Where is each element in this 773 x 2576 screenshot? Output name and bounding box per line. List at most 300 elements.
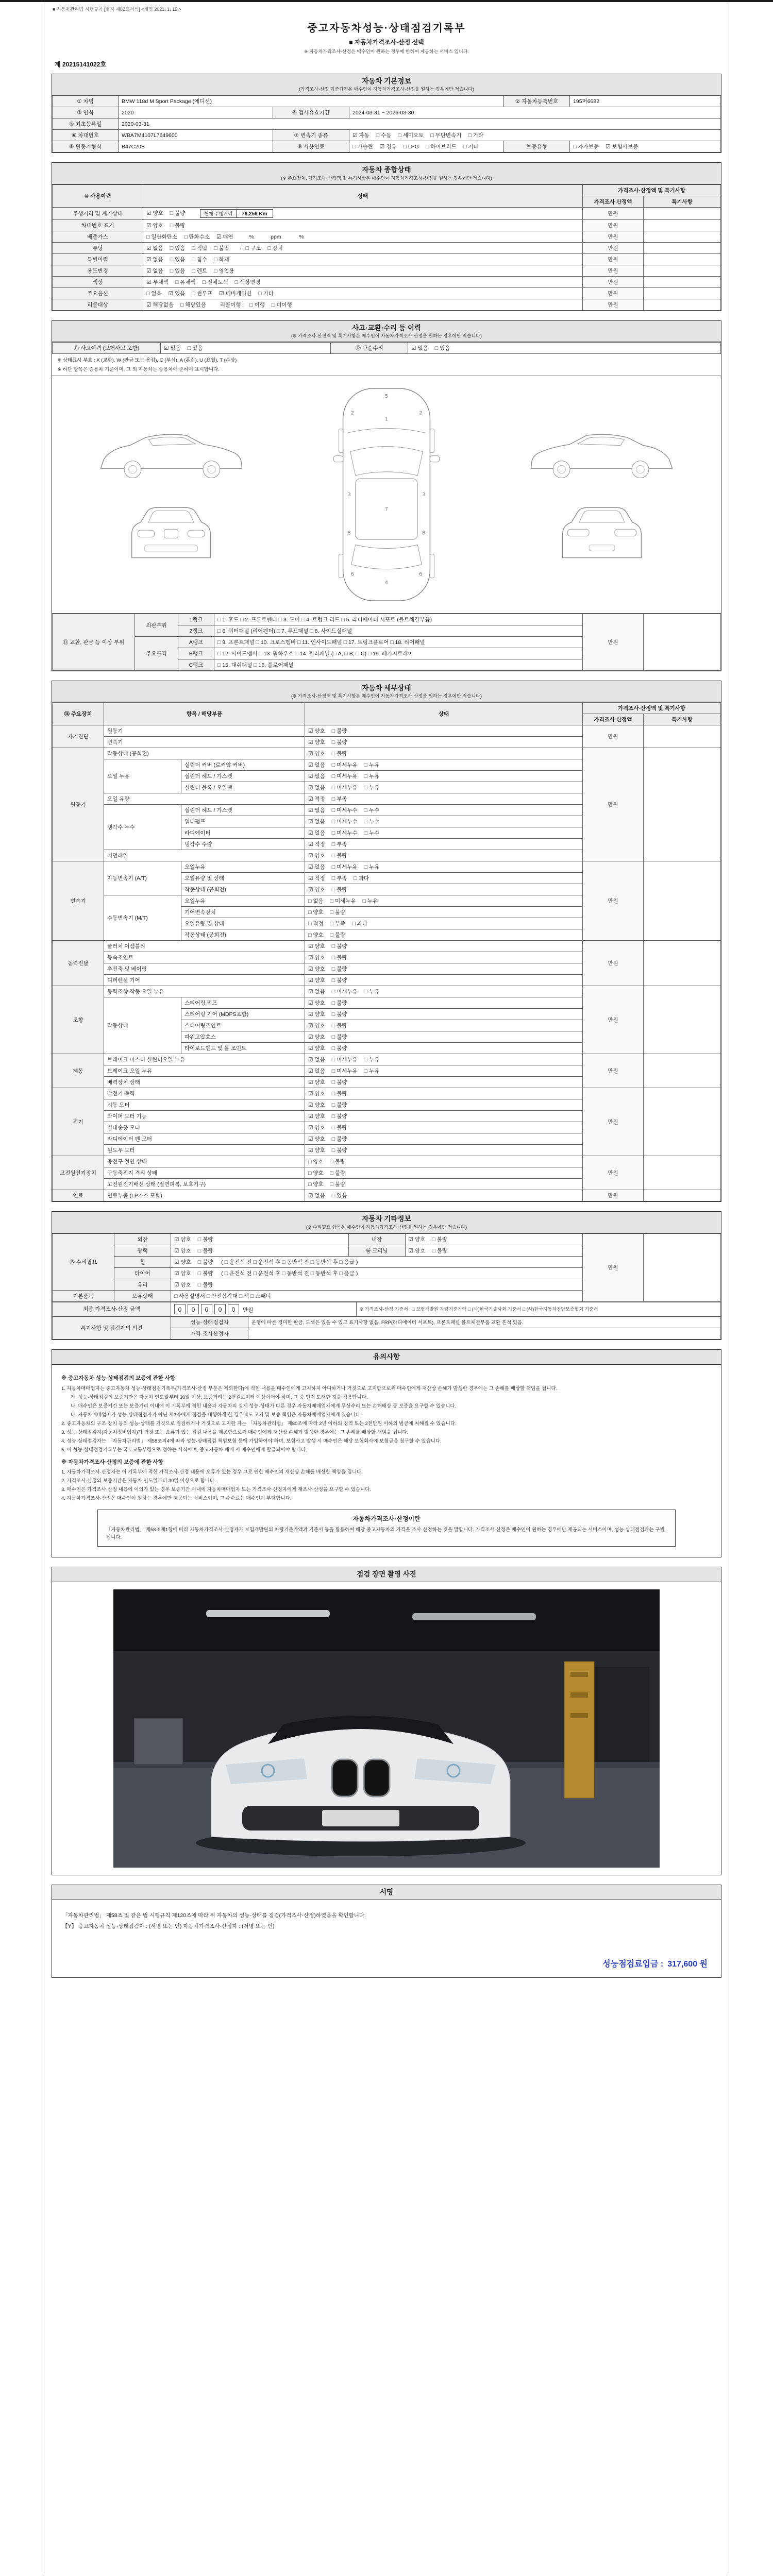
checkbox-option[interactable] [198, 1247, 213, 1255]
unchecked-checkbox-icon[interactable]: □ [468, 132, 472, 139]
checkbox-option[interactable] [198, 1258, 213, 1266]
checkbox-option[interactable] [352, 920, 367, 927]
unchecked-checkbox-icon[interactable]: □ [180, 301, 184, 308]
checked-checkbox-icon[interactable]: ☑ [164, 345, 169, 352]
unchecked-checkbox-icon[interactable]: □ [331, 1023, 335, 1029]
checked-checkbox-icon[interactable]: ☑ [308, 1102, 313, 1109]
checkbox-option[interactable] [174, 1235, 191, 1243]
checked-checkbox-icon[interactable]: ☑ [308, 989, 313, 995]
checked-checkbox-icon[interactable]: ☑ [308, 1136, 313, 1143]
checkbox-option[interactable] [146, 209, 163, 217]
unchecked-checkbox-icon[interactable]: □ [364, 773, 367, 780]
checkbox-option[interactable] [188, 344, 203, 352]
unchecked-checkbox-icon[interactable]: □ [425, 144, 429, 150]
checkbox-option[interactable] [170, 209, 186, 217]
unchecked-checkbox-icon[interactable]: □ [170, 256, 174, 263]
checkbox-option[interactable] [364, 772, 380, 780]
unchecked-checkbox-icon[interactable]: □ [331, 1193, 335, 1199]
unchecked-checkbox-icon[interactable]: □ [331, 819, 335, 825]
unchecked-checkbox-icon[interactable]: □ [308, 909, 312, 916]
checked-checkbox-icon[interactable]: ☑ [174, 1281, 179, 1288]
checked-checkbox-icon[interactable]: ☑ [146, 256, 152, 263]
checkbox-option[interactable] [198, 1235, 213, 1243]
unchecked-checkbox-icon[interactable]: □ [430, 132, 434, 139]
unchecked-checkbox-icon[interactable]: □ [364, 1057, 367, 1063]
checkbox-option[interactable] [606, 143, 638, 150]
unchecked-checkbox-icon[interactable]: □ [214, 267, 217, 274]
checkbox-option[interactable] [308, 1169, 324, 1177]
checkbox-option[interactable] [330, 1180, 346, 1188]
unchecked-checkbox-icon[interactable]: □ [146, 233, 150, 240]
checkbox-option[interactable] [330, 1158, 346, 1165]
checked-checkbox-icon[interactable]: ☑ [308, 762, 313, 769]
checked-checkbox-icon[interactable]: ☑ [146, 279, 152, 285]
checked-checkbox-icon[interactable]: ☑ [146, 245, 152, 251]
unchecked-checkbox-icon[interactable]: □ [308, 932, 312, 939]
checkbox-option[interactable] [332, 1124, 347, 1131]
unchecked-checkbox-icon[interactable]: □ [234, 279, 238, 285]
unchecked-checkbox-icon[interactable]: □ [214, 256, 217, 263]
unchecked-checkbox-icon[interactable]: □ [308, 1159, 312, 1165]
checkbox-option[interactable] [308, 1022, 325, 1029]
rank-items[interactable]: □ 1. 후드 □ 2. 프론트펜더 □ 3. 도어 □ 4. 트렁크 리드 □ 5. 라디에이터 서포트 (볼트체결부품) [214, 614, 583, 625]
unchecked-checkbox-icon[interactable]: □ [331, 841, 335, 848]
checked-checkbox-icon[interactable]: ☑ [308, 1091, 313, 1097]
wheel-positions[interactable]: ( □ 운전석 전 □ 운전석 후 □ 동반석 전 □ 동반석 후 □ 응급 ) [221, 1259, 358, 1265]
unchecked-checkbox-icon[interactable]: □ [364, 807, 367, 814]
checkbox-option[interactable] [332, 1010, 347, 1018]
checkbox-option[interactable] [364, 761, 380, 769]
checkbox-option[interactable] [352, 131, 369, 139]
checkbox-option[interactable] [308, 920, 324, 927]
price-basis[interactable]: ※ 가격조사·산정 기준서 : □ 보험개발원 차량기준가액 □ (사)한국기술사회 기준서 □ (사)한국자동차진단보증협회 기준서 [357, 1302, 721, 1316]
checked-checkbox-icon[interactable]: ☑ [146, 267, 152, 274]
checked-checkbox-icon[interactable]: ☑ [308, 853, 313, 859]
unchecked-checkbox-icon[interactable]: □ [362, 898, 366, 905]
unchecked-checkbox-icon[interactable]: □ [354, 875, 357, 882]
checkbox-option[interactable] [146, 301, 174, 309]
unchecked-checkbox-icon[interactable]: □ [271, 301, 275, 308]
checked-checkbox-icon[interactable]: ☑ [408, 1236, 413, 1243]
checkbox-option[interactable] [463, 143, 479, 150]
checkbox-option[interactable] [364, 988, 380, 995]
unchecked-checkbox-icon[interactable]: □ [331, 807, 335, 814]
checkbox-option[interactable] [364, 806, 380, 814]
checkbox-option[interactable] [332, 988, 358, 995]
unchecked-checkbox-icon[interactable]: □ [245, 245, 249, 251]
checked-checkbox-icon[interactable]: ☑ [308, 807, 313, 814]
unchecked-checkbox-icon[interactable]: □ [249, 301, 253, 308]
checked-checkbox-icon[interactable]: ☑ [408, 1247, 413, 1254]
unchecked-checkbox-icon[interactable]: □ [331, 1102, 335, 1109]
checkbox-option[interactable] [332, 1044, 347, 1052]
checkbox-option[interactable] [308, 806, 325, 814]
checkbox-option[interactable] [308, 1067, 325, 1075]
unchecked-checkbox-icon[interactable]: □ [331, 1113, 335, 1120]
checked-checkbox-icon[interactable]: ☑ [308, 773, 313, 780]
checkbox-option[interactable] [174, 1269, 191, 1277]
checkbox-option[interactable] [170, 267, 186, 275]
checkbox-option[interactable] [435, 344, 450, 352]
checkbox-option[interactable] [308, 1180, 324, 1188]
checkbox-option[interactable] [267, 244, 283, 252]
unchecked-checkbox-icon[interactable]: □ [192, 256, 195, 263]
checkbox-option[interactable] [468, 131, 483, 139]
checkbox-option[interactable] [192, 267, 207, 275]
checkbox-option[interactable] [214, 256, 229, 263]
unchecked-checkbox-icon[interactable]: □ [331, 1147, 335, 1154]
checked-checkbox-icon[interactable]: ☑ [174, 1259, 179, 1265]
checkbox-option[interactable] [332, 1033, 347, 1041]
checkbox-option[interactable] [332, 1101, 347, 1109]
checked-checkbox-icon[interactable]: ☑ [308, 1023, 313, 1029]
checkbox-option[interactable] [308, 1044, 325, 1052]
checkbox-option[interactable] [308, 1192, 325, 1199]
unchecked-checkbox-icon[interactable]: □ [331, 796, 335, 803]
checked-checkbox-icon[interactable]: ☑ [146, 301, 152, 308]
checkbox-option[interactable] [308, 1056, 325, 1063]
unchecked-checkbox-icon[interactable]: □ [187, 345, 191, 352]
unchecked-checkbox-icon[interactable]: □ [331, 1057, 335, 1063]
checkbox-option[interactable] [332, 840, 347, 848]
unchecked-checkbox-icon[interactable]: □ [403, 144, 407, 150]
checkbox-option[interactable] [198, 1269, 213, 1277]
checked-checkbox-icon[interactable]: ☑ [308, 728, 313, 735]
checked-checkbox-icon[interactable]: ☑ [174, 1236, 179, 1243]
checkbox-option[interactable] [332, 976, 347, 984]
checkbox-option[interactable] [332, 1067, 358, 1075]
unchecked-checkbox-icon[interactable]: □ [331, 762, 335, 769]
checked-checkbox-icon[interactable]: ☑ [219, 290, 224, 297]
checkbox-option[interactable] [203, 278, 228, 286]
unchecked-checkbox-icon[interactable]: □ [330, 1170, 333, 1177]
checkbox-option[interactable] [332, 1078, 347, 1086]
checked-checkbox-icon[interactable]: ☑ [308, 1045, 313, 1052]
checked-checkbox-icon[interactable]: ☑ [308, 1113, 313, 1120]
checkbox-option[interactable] [364, 829, 380, 837]
checkbox-option[interactable] [332, 954, 347, 961]
checkbox-option[interactable] [308, 942, 325, 950]
unchecked-checkbox-icon[interactable]: □ [330, 1159, 333, 1165]
unchecked-checkbox-icon[interactable]: □ [146, 290, 150, 297]
rank-items[interactable]: □ 6. 쿼터패널 (리어펜더) □ 7. 루프패널 □ 8. 사이드실패널 [214, 625, 583, 637]
checkbox-option[interactable] [332, 761, 358, 769]
checkbox-option[interactable] [308, 829, 325, 837]
unchecked-checkbox-icon[interactable]: □ [331, 1079, 335, 1086]
checkbox-option[interactable] [352, 143, 373, 150]
checkbox-option[interactable] [219, 290, 251, 297]
unchecked-checkbox-icon[interactable]: □ [331, 1000, 335, 1007]
unchecked-checkbox-icon[interactable]: □ [197, 1270, 201, 1277]
checkbox-option[interactable] [308, 1078, 325, 1086]
checkbox-option[interactable] [174, 1247, 191, 1255]
checkbox-option[interactable] [330, 931, 346, 939]
unchecked-checkbox-icon[interactable]: □ [364, 1068, 367, 1075]
checked-checkbox-icon[interactable]: ☑ [216, 233, 222, 240]
unchecked-checkbox-icon[interactable]: □ [192, 245, 195, 251]
checkbox-option[interactable] [174, 1281, 191, 1289]
unchecked-checkbox-icon[interactable]: □ [331, 1068, 335, 1075]
unchecked-checkbox-icon[interactable]: □ [214, 245, 217, 251]
unchecked-checkbox-icon[interactable]: □ [364, 830, 367, 837]
checked-checkbox-icon[interactable]: ☑ [146, 210, 152, 216]
checkbox-option[interactable] [192, 290, 212, 297]
unchecked-checkbox-icon[interactable]: □ [463, 144, 467, 150]
checkbox-option[interactable] [409, 1247, 426, 1255]
checkbox-option[interactable] [332, 1090, 347, 1097]
checkbox-option[interactable] [258, 290, 274, 297]
checkbox-option[interactable] [308, 908, 324, 916]
checkbox-option[interactable] [308, 988, 325, 995]
checkbox-option[interactable] [308, 784, 325, 791]
checkbox-option[interactable] [174, 1258, 191, 1266]
checkbox-option[interactable] [308, 1158, 324, 1165]
checkbox-option[interactable] [364, 863, 380, 871]
checked-checkbox-icon[interactable]: ☑ [308, 977, 313, 984]
checkbox-option[interactable] [308, 1090, 325, 1097]
checkbox-option[interactable] [426, 143, 457, 150]
unchecked-checkbox-icon[interactable]: □ [331, 977, 335, 984]
unchecked-checkbox-icon[interactable]: □ [331, 751, 335, 757]
checkbox-option[interactable] [332, 874, 347, 882]
checkbox-option[interactable] [146, 290, 162, 297]
checkbox-option[interactable] [363, 897, 378, 905]
checkbox-option[interactable] [308, 897, 324, 905]
checkbox-option[interactable] [380, 143, 397, 150]
checkbox-option[interactable] [308, 1033, 325, 1041]
checkbox-option[interactable] [308, 840, 325, 848]
checkbox-option[interactable] [332, 1022, 347, 1029]
checkbox-option[interactable] [364, 784, 380, 791]
unchecked-checkbox-icon[interactable]: □ [331, 1034, 335, 1041]
checkbox-option[interactable] [332, 852, 347, 859]
unchecked-checkbox-icon[interactable]: □ [331, 739, 335, 746]
unchecked-checkbox-icon[interactable]: □ [192, 267, 195, 274]
unchecked-checkbox-icon[interactable]: □ [331, 1136, 335, 1143]
checked-checkbox-icon[interactable]: ☑ [308, 1193, 313, 1199]
checked-checkbox-icon[interactable]: ☑ [308, 1000, 313, 1007]
checked-checkbox-icon[interactable]: ☑ [308, 864, 313, 871]
checkbox-option[interactable] [272, 301, 292, 309]
unchecked-checkbox-icon[interactable]: □ [331, 943, 335, 950]
checkbox-option[interactable] [308, 1146, 325, 1154]
checked-checkbox-icon[interactable]: ☑ [308, 751, 313, 757]
checked-checkbox-icon[interactable]: ☑ [308, 1057, 313, 1063]
unchecked-checkbox-icon[interactable]: □ [331, 966, 335, 973]
checked-checkbox-icon[interactable]: ☑ [308, 1147, 313, 1154]
checkbox-option[interactable] [332, 1135, 347, 1143]
unchecked-checkbox-icon[interactable]: □ [197, 1236, 201, 1243]
checkbox-option[interactable] [332, 863, 358, 871]
checkbox-option[interactable] [170, 244, 186, 252]
checkbox-option[interactable] [332, 750, 347, 757]
checkbox-option[interactable] [330, 897, 356, 905]
checked-checkbox-icon[interactable]: ☑ [379, 144, 385, 150]
unchecked-checkbox-icon[interactable]: □ [175, 279, 179, 285]
checkbox-option[interactable] [332, 795, 347, 803]
unchecked-checkbox-icon[interactable]: □ [331, 1125, 335, 1131]
signature-parties[interactable]: 【Y】 중고자동차 성능·상태점검자 : (서명 또는 인) 자동차가격조사·산정자 : (서명 또는 인) [62, 1923, 275, 1929]
checked-checkbox-icon[interactable]: ☑ [174, 1247, 179, 1254]
unchecked-checkbox-icon[interactable]: □ [170, 210, 174, 216]
unchecked-checkbox-icon[interactable]: □ [308, 898, 312, 905]
unchecked-checkbox-icon[interactable]: □ [170, 267, 174, 274]
checkbox-option[interactable] [146, 278, 169, 286]
checkbox-option[interactable] [246, 244, 261, 252]
checked-checkbox-icon[interactable]: ☑ [308, 1125, 313, 1131]
checkbox-option[interactable] [308, 886, 325, 893]
unchecked-checkbox-icon[interactable]: □ [364, 785, 367, 791]
checkbox-option[interactable] [170, 222, 186, 229]
unchecked-checkbox-icon[interactable]: □ [331, 955, 335, 961]
checkbox-option[interactable] [169, 290, 186, 297]
checked-checkbox-icon[interactable]: ☑ [308, 1068, 313, 1075]
checked-checkbox-icon[interactable]: ☑ [174, 1270, 179, 1277]
rank-items[interactable]: □ 9. 프론트패널 □ 10. 크로스멤버 □ 11. 인사이드패널 □ 17. 트렁크플로어 □ 18. 리어패널 [214, 637, 583, 648]
unchecked-checkbox-icon[interactable]: □ [376, 132, 380, 139]
checked-checkbox-icon[interactable]: ☑ [308, 819, 313, 825]
checkbox-option[interactable] [354, 874, 369, 882]
checkbox-option[interactable] [214, 267, 234, 275]
checkbox-option[interactable] [332, 1112, 347, 1120]
unchecked-checkbox-icon[interactable]: □ [192, 290, 195, 297]
unchecked-checkbox-icon[interactable]: □ [331, 773, 335, 780]
checkbox-option[interactable] [332, 886, 347, 893]
checkbox-option[interactable] [332, 942, 347, 950]
checkbox-option[interactable] [235, 278, 261, 286]
unchecked-checkbox-icon[interactable]: □ [308, 921, 312, 927]
checked-checkbox-icon[interactable]: ☑ [308, 1034, 313, 1041]
unchecked-checkbox-icon[interactable]: □ [364, 864, 367, 871]
checked-checkbox-icon[interactable]: ☑ [308, 841, 313, 848]
checked-checkbox-icon[interactable]: ☑ [308, 887, 313, 893]
checkbox-option[interactable] [332, 727, 347, 735]
checked-checkbox-icon[interactable]: ☑ [352, 132, 358, 139]
checkbox-option[interactable] [308, 863, 325, 871]
unchecked-checkbox-icon[interactable]: □ [331, 853, 335, 859]
unchecked-checkbox-icon[interactable]: □ [330, 898, 333, 905]
tire-positions[interactable]: ( □ 운전석 전 □ 운전석 후 □ 동반석 전 □ 동반석 후 □ 응급 ) [221, 1270, 358, 1277]
unchecked-checkbox-icon[interactable]: □ [364, 989, 367, 995]
checkbox-option[interactable] [184, 233, 210, 241]
checked-checkbox-icon[interactable]: ☑ [308, 739, 313, 746]
checkbox-option[interactable] [308, 727, 325, 735]
unchecked-checkbox-icon[interactable]: □ [434, 345, 439, 352]
unchecked-checkbox-icon[interactable]: □ [197, 1247, 201, 1254]
unchecked-checkbox-icon[interactable]: □ [267, 245, 271, 251]
price-survey-select[interactable]: ■ 자동차가격조사·산정 선택 [349, 39, 424, 46]
checkbox-option[interactable] [332, 999, 347, 1007]
unchecked-checkbox-icon[interactable]: □ [331, 785, 335, 791]
unchecked-checkbox-icon[interactable]: □ [258, 290, 262, 297]
checkbox-option[interactable] [308, 1135, 325, 1143]
checked-checkbox-icon[interactable]: ☑ [308, 796, 313, 803]
checkbox-option[interactable] [332, 829, 358, 837]
checkbox-option[interactable] [573, 143, 599, 150]
unchecked-checkbox-icon[interactable]: □ [331, 887, 335, 893]
unchecked-checkbox-icon[interactable]: □ [331, 728, 335, 735]
checkbox-option[interactable] [249, 301, 265, 309]
checkbox-option[interactable] [308, 965, 325, 973]
checkbox-option[interactable] [332, 1056, 358, 1063]
unchecked-checkbox-icon[interactable]: □ [331, 830, 335, 837]
checkbox-option[interactable] [308, 750, 325, 757]
checkbox-option[interactable] [364, 1067, 380, 1075]
unchecked-checkbox-icon[interactable]: □ [432, 1247, 435, 1254]
checkbox-option[interactable] [146, 256, 163, 263]
checkbox-option[interactable] [332, 784, 358, 791]
checkbox-option[interactable] [308, 931, 324, 939]
checkbox-option[interactable] [308, 874, 325, 882]
rank-items[interactable]: □ 15. 대쉬패널 □ 16. 플로어패널 [214, 659, 583, 671]
checkbox-option[interactable] [330, 908, 346, 916]
checkbox-option[interactable] [332, 772, 358, 780]
checked-checkbox-icon[interactable]: ☑ [308, 830, 313, 837]
unchecked-checkbox-icon[interactable]: □ [331, 989, 335, 995]
checkbox-option[interactable] [308, 1010, 325, 1018]
checkbox-option[interactable] [308, 976, 325, 984]
checkbox-option[interactable] [192, 256, 207, 263]
checkbox-option[interactable] [214, 244, 229, 252]
checked-checkbox-icon[interactable]: ☑ [146, 222, 152, 229]
checkbox-option[interactable] [198, 1281, 213, 1289]
checkbox-option[interactable] [332, 965, 347, 973]
checkbox-option[interactable] [308, 852, 325, 859]
checkbox-option[interactable] [308, 1124, 325, 1131]
checked-checkbox-icon[interactable]: ☑ [308, 1011, 313, 1018]
unchecked-checkbox-icon[interactable]: □ [308, 1170, 312, 1177]
checkbox-option[interactable] [308, 1112, 325, 1120]
unchecked-checkbox-icon[interactable]: □ [184, 233, 188, 240]
checkbox-option[interactable] [409, 1235, 426, 1243]
checkbox-option[interactable] [332, 818, 358, 825]
checkbox-option[interactable] [146, 222, 163, 229]
unchecked-checkbox-icon[interactable]: □ [330, 909, 333, 916]
unchecked-checkbox-icon[interactable]: □ [330, 1181, 333, 1188]
checkbox-option[interactable] [175, 278, 196, 286]
checkbox-option[interactable] [332, 1146, 347, 1154]
checkbox-option[interactable] [364, 818, 380, 825]
unchecked-checkbox-icon[interactable]: □ [331, 875, 335, 882]
unchecked-checkbox-icon[interactable]: □ [364, 762, 367, 769]
checkbox-option[interactable] [364, 1056, 380, 1063]
checkbox-option[interactable] [170, 256, 186, 263]
checked-checkbox-icon[interactable]: ☑ [411, 345, 416, 352]
checkbox-option[interactable] [164, 344, 181, 352]
checkbox-option[interactable] [332, 806, 358, 814]
unchecked-checkbox-icon[interactable]: □ [364, 819, 367, 825]
checked-checkbox-icon[interactable]: ☑ [308, 875, 313, 882]
checkbox-option[interactable] [404, 144, 419, 150]
checkbox-option[interactable] [146, 244, 163, 252]
checkbox-option[interactable] [376, 131, 392, 139]
unchecked-checkbox-icon[interactable]: □ [352, 144, 356, 150]
checkbox-option[interactable] [308, 999, 325, 1007]
unchecked-checkbox-icon[interactable]: □ [398, 132, 401, 139]
basic-items-list[interactable]: □ 사용설명서 □ 안전삼각대 □ 잭 □ 스패너 [171, 1290, 583, 1301]
checked-checkbox-icon[interactable]: ☑ [308, 785, 313, 791]
checkbox-option[interactable] [332, 738, 347, 746]
checkbox-option[interactable] [411, 344, 428, 352]
checkbox-option[interactable] [308, 954, 325, 961]
checked-checkbox-icon[interactable]: ☑ [308, 966, 313, 973]
checkbox-option[interactable] [330, 920, 346, 927]
checkbox-option[interactable] [308, 795, 325, 803]
checkbox-option[interactable] [330, 1169, 346, 1177]
checkbox-option[interactable] [398, 131, 424, 139]
checkbox-option[interactable] [432, 1235, 447, 1243]
checked-checkbox-icon[interactable]: ☑ [308, 943, 313, 950]
